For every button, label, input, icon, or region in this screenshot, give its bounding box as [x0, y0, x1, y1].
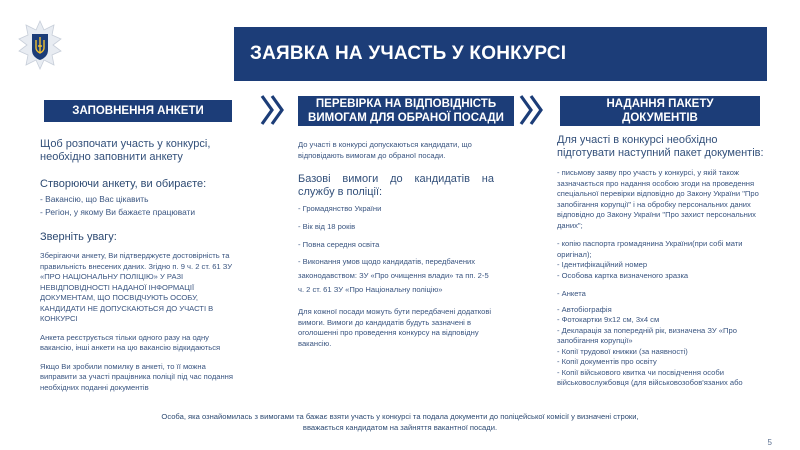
additional-requirements-note: Для кожної посади можуть бути передбачені додаткові вимоги. Вимоги до кандидатів будуть зазначені в оголошенні про проведення конкурсу на відповідну вакансію. [298, 307, 492, 348]
step-verification-line2: ВИМОГАМ ДЛЯ ОБРАНОЇ ПОСАДИ [308, 112, 504, 124]
police-star-logo [18, 20, 62, 70]
choose-item: - Вакансію, що Вас цікавить [40, 194, 149, 204]
fill-form-column [40, 138, 240, 393]
page-title: ЗАЯВКА НА УЧАСТЬ У КОНКУРСІ [234, 27, 767, 81]
requirement-item: - Громадянство України [298, 204, 382, 213]
chevron-right-icon [518, 92, 546, 128]
requirement-item: - Вік від 18 років [298, 222, 356, 231]
choose-item: - Регіон, у якому Ви бажаєте працювати [40, 207, 196, 217]
document-item: - письмову заяву про участь у конкурсі, у якій також зазначається про надання особою згоди на проведення спеціальної перевірки відповідно до Закону України "Про запобігання корупції" і на обробку персональних даних відповідно до Закону України "Про захист персональних даних"; [557, 168, 759, 230]
document-item: - Автобіографія [557, 304, 612, 314]
document-item: - Фотокартки 9х12 см, 3х4 см [557, 315, 660, 324]
step-documents-line1: НАДАННЯ ПАКЕТУ [606, 98, 714, 110]
document-item: - Копії військового квитка чи посвідчення особи військовослужбовця (для військовозобов'язаних або [557, 367, 743, 387]
step-verification [298, 96, 514, 126]
step-verification-line1: ПЕРЕВІРКА НА ВІДПОВІДНІСТЬ [315, 98, 497, 110]
footer-line: Особа, яка ознайомилась з вимогами та бажає взяти участь у конкурсі та подала документи до поліцейської комісії у визначені строки, [161, 412, 639, 421]
attention-text: Зберігаючи анкету, Ви підтверджуєте достовірність та правильність внесених даних. Згідно п. 9 ч. 2 ст. 61 ЗУ «ПРО НАЦІОНАЛЬНУ ПОЛІЦІЮ» У РАЗІ НЕВІДПОВІДНОСТІ НАДАНОЇ ІНФОРМАЦІЇ ДОКУМЕНТАМ, ЩО ПОСВІДЧУЮТЬ ОСОБУ, КАНДИДАТИ НЕ ДОПУСКАЮТЬСЯ ДО УЧАСТІ В КОНКУРСІ [40, 251, 233, 323]
requirement-item: - Виконання умов щодо кандидатів, передбачених законодавством: ЗУ «Про очищення влади» та пп. 2-5 ч. 2 ст. 61 ЗУ «Про Національну поліцію» [298, 257, 489, 294]
step-documents [560, 96, 760, 126]
document-item: - Особова картка визначеного зразка [557, 270, 689, 280]
document-item: - Декларація за попередній рік, визначена ЗУ «Про запобігання корупції» [557, 325, 737, 345]
chevron-right-icon [259, 92, 287, 128]
document-item: - Копії трудової книжки (за наявності) [557, 346, 688, 356]
footer-line: вважається кандидатом на зайняття вакантної посади. [302, 422, 498, 432]
documents-column [557, 134, 769, 389]
document-item: - Копії документів про освіту [557, 357, 657, 366]
document-item: - Ідентифікаційний номер [557, 260, 648, 269]
step-fill-form-label: ЗАПОВНЕННЯ АНКЕТИ [72, 105, 204, 117]
attention-heading: Зверніть увагу: [40, 231, 117, 243]
verification-column [298, 140, 494, 349]
step-fill-form [44, 100, 232, 122]
documents-intro: Для участі в конкурсі необхідно підготувати наступний пакет документів: [557, 134, 764, 159]
choose-heading: Створюючи анкету, ви обираєте: [40, 178, 207, 190]
requirements-heading: Базові вимоги до кандидатів на службу в поліції: [298, 173, 494, 198]
footer-note [40, 412, 760, 433]
verification-intro: До участі в конкурсі допускаються кандидати, що відповідають вимогам до обраної посади. [298, 140, 472, 160]
once-text: Анкета реєструється тільки одного разу на одну вакансію, інші анкети на цю вакансію відкидаються [40, 332, 221, 352]
requirement-item: - Повна середня освіта [298, 240, 380, 249]
step-documents-line2: ДОКУМЕНТІВ [622, 112, 698, 124]
page-number: 5 [767, 438, 772, 447]
document-item: - Анкета [557, 289, 586, 298]
mistake-text: Якщо Ви зробили помилку в анкеті, то її можна виправити за участі працівника поліції під час подання необхідних поданні документів [40, 361, 233, 392]
document-item: - копію паспорта громадянина України(при собі мати оригінал); [557, 239, 743, 259]
fill-form-intro: Щоб розпочати участь у конкурсі, необхідно заповнити анкету [40, 138, 211, 163]
